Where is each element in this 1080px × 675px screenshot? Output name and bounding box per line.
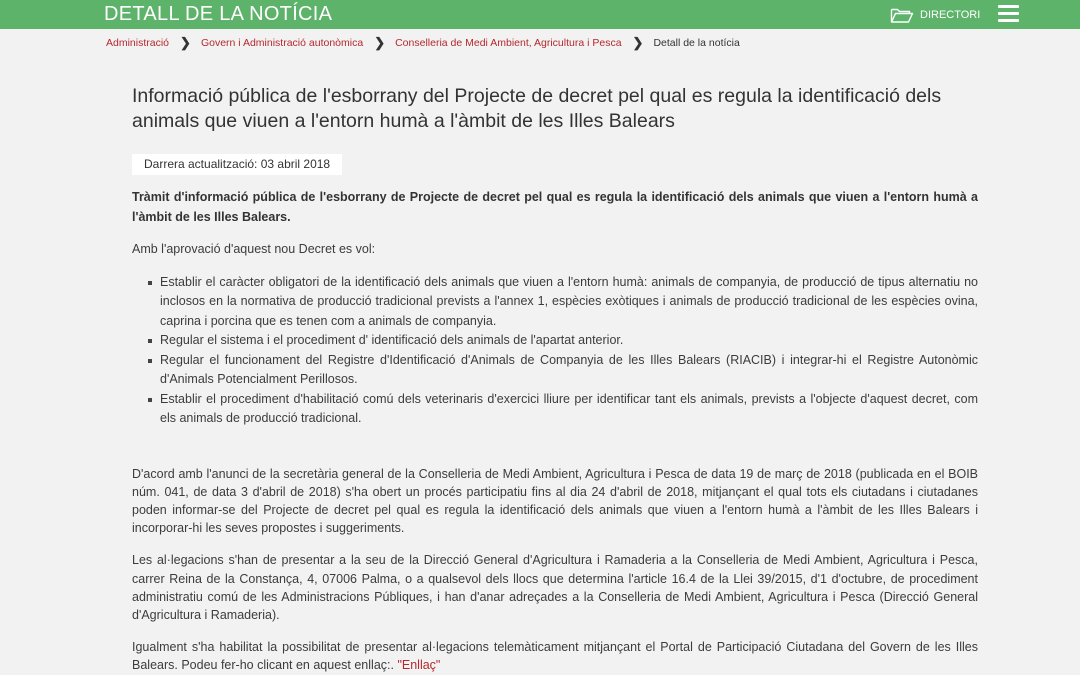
- online-text: Igualment s'ha habilitat la possibilitat de presentar al·legacions telemàticament mitjançant el Portal de Participació Ciutadana del Govern de les Illes Balears. Podeu fer-ho clicant en aquest enllaç:.: [132, 640, 978, 673]
- hamburger-menu-icon[interactable]: [998, 5, 1019, 23]
- list-item: Establir el caràcter obligatori de la identificació dels animals que viuen a l'entorn humà: animals de companyia, de producció de tipus alternatiu no inclosos en la normativa de producció tradicional prevists a l'annex 1, espècies exòtiques i animals de producció tradicional de les espècies ovina, caprina i porcina que es tenen com a animals de companyia.: [160, 273, 978, 332]
- breadcrumb-link-administracio[interactable]: Administració: [106, 37, 170, 49]
- objectives-list: [160, 273, 978, 429]
- article-content: [132, 84, 978, 675]
- article-title: Informació pública de l'esborrany del Projecte de decret pel qual es regula la identificació dels animals que viuen a l'entorn humà a l'àmbit de les Illes Balears: [132, 85, 942, 132]
- breadcrumb-link-govern[interactable]: Govern i Administració autonòmica: [200, 37, 364, 49]
- top-bar: [0, 0, 1080, 29]
- article-lead: Tràmit d'informació pública de l'esborrany de Projecte de decret pel qual es regula la identificació dels animals que viuen a l'entorn humà a l'àmbit de les Illes Balears.: [132, 190, 978, 224]
- directory-label: DIRECTORI: [920, 9, 981, 21]
- chevron-right-icon: ❯: [374, 35, 386, 50]
- list-item: Establir el procediment d'habilitació comú dels veterinaris d'exercici lliure per identificar tant els animals, prevists a l'objecte d'aquest decret, com els animals de producció tradicional.: [160, 390, 978, 429]
- breadcrumb-link-conselleria[interactable]: Conselleria de Medi Ambient, Agricultura i Pesca: [395, 37, 622, 49]
- list-item: Regular el sistema i el procediment d' identificació dels animals de l'apartat anterior.: [160, 331, 978, 351]
- article-intro: Amb l'aprovació d'aquest nou Decret es vol:: [132, 242, 376, 256]
- chevron-right-icon: ❯: [632, 35, 644, 50]
- last-updated-badge: Darrera actualització: 03 abril 2018: [132, 154, 342, 175]
- folder-icon: [890, 6, 914, 24]
- breadcrumb: [106, 37, 740, 49]
- enllac-link[interactable]: "Enllaç": [397, 658, 441, 673]
- chevron-right-icon: ❯: [180, 35, 191, 50]
- breadcrumb-current: Detall de la notícia: [653, 37, 740, 49]
- page-title: DETALL DE LA NOTÍCIA: [104, 3, 333, 25]
- list-item: Regular el funcionament del Registre d'Identificació d'Animals de Companyia de les Illes Balears (RIACIB) i integrar-hi el Registre Autonòmic d'Animals Potencialment Perillosos.: [160, 351, 978, 390]
- article-paragraph-submission: Les al·legacions s'han de presentar a la seu de la Direcció General d'Agricultura i Ramaderia a la Conselleria de Medi Ambient, Agricultura i Pesca, carrer Reina de la Constança, 4, 07006 Palma, o a qualsevol dels llocs que determina l'article 16.4 de la Llei 39/2015, d'1 d'octubre, de procediment administratiu comú de les Administracions Públiques, i han d'anar adreçades a la Conselleria de Medi Ambient, Agricultura i Pesca (Direcció General d'Agricultura i Ramaderia).: [132, 553, 978, 622]
- directory-button[interactable]: [890, 4, 980, 26]
- article-paragraph-process: D'acord amb l'anunci de la secretària general de la Conselleria de Medi Ambient, Agricultura i Pesca de data 19 de març de 2018 (publicada en el BOIB núm. 041, de data 3 d'abril de 2018) s'ha obert un procés participatiu fins al dia 24 d'abril de 2018, mitjançant el qual tots els ciutadans i ciutadanes poden informar-se del Projecte de decret pel qual es regula la identificació dels animals que viuen a l'entorn humà a l'àmbit de les Illes Balears i incorporar-hi les seves propostes i suggeriments.: [132, 466, 978, 536]
- article-paragraph-online: [132, 638, 978, 674]
